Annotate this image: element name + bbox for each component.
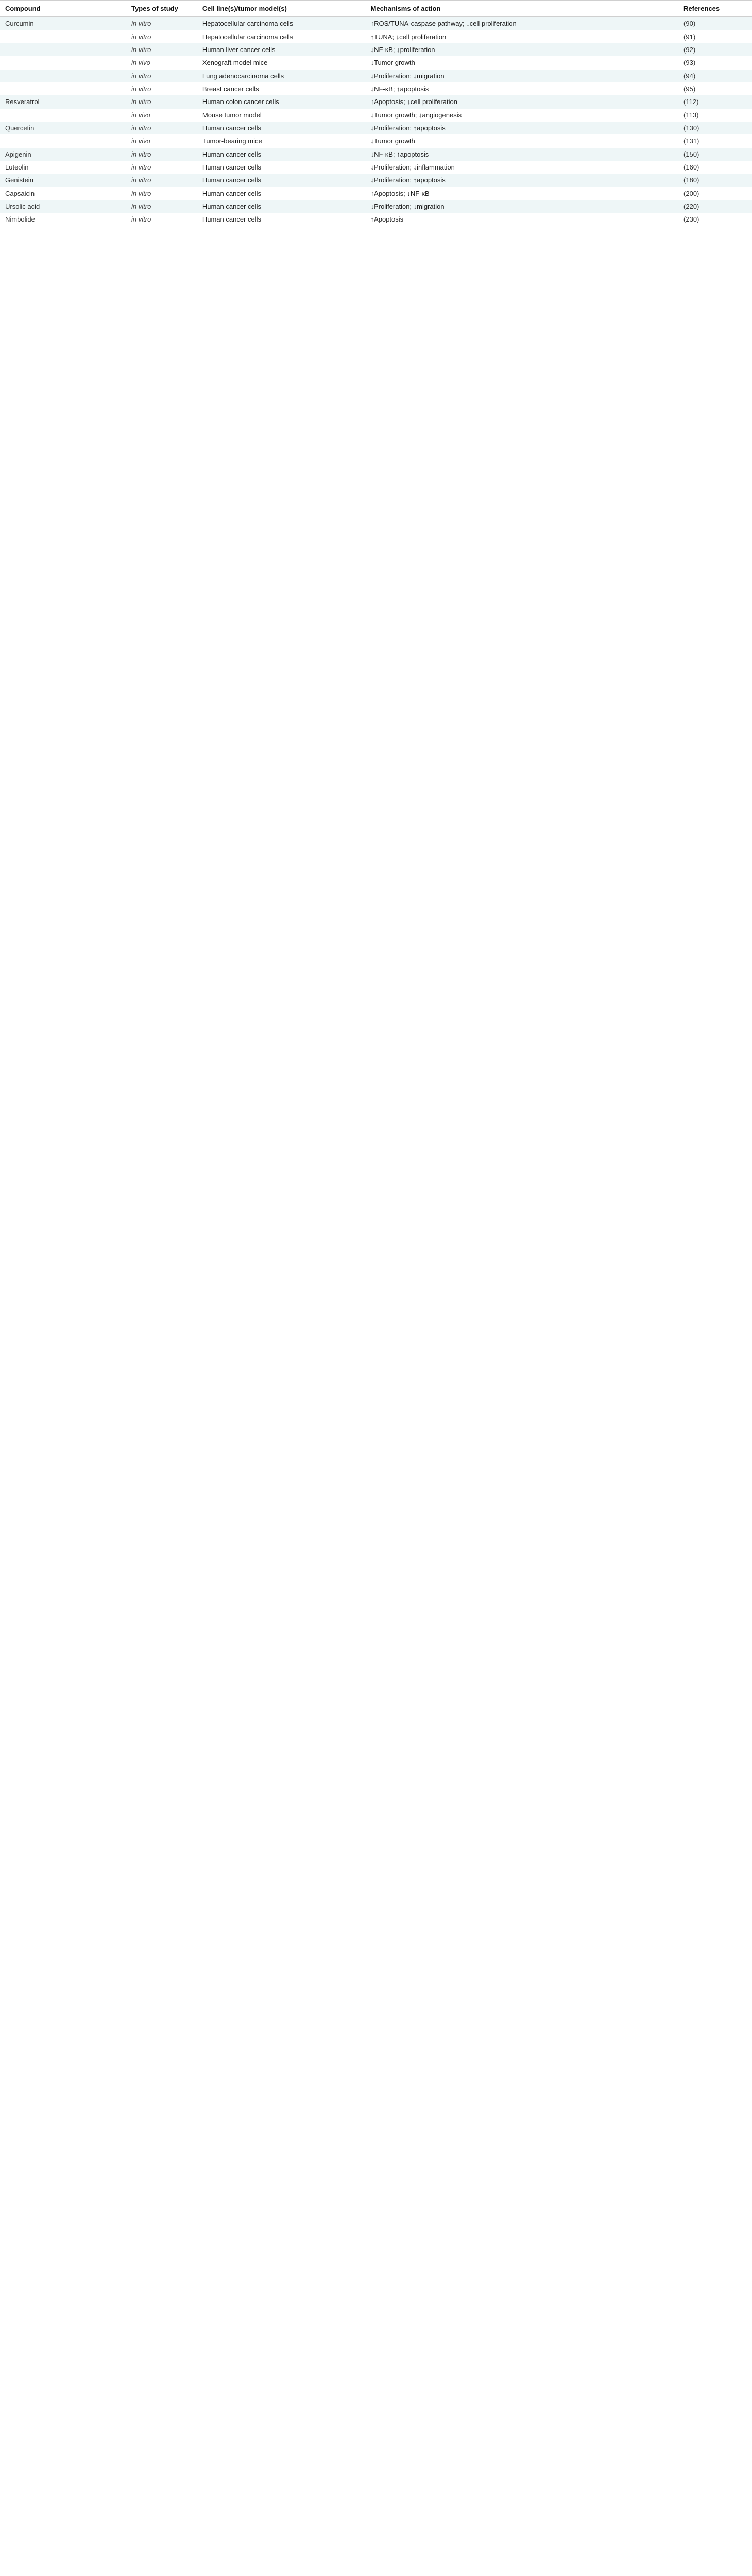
refs-cell: (92) bbox=[683, 45, 696, 54]
models-cell: Human liver cancer cells bbox=[202, 45, 276, 54]
table-row bbox=[0, 95, 752, 108]
table-row bbox=[0, 200, 752, 213]
models-cell: Human cancer cells bbox=[202, 202, 262, 210]
compound-cell: Capsaicin bbox=[5, 189, 35, 197]
compound-cell bbox=[0, 43, 126, 56]
table-row bbox=[0, 134, 752, 147]
mechanism-cell: ↓Proliferation; ↓migration bbox=[370, 202, 445, 210]
refs-cell: (200) bbox=[683, 189, 699, 197]
mechanism-cell: ↓Proliferation; ↑apoptosis bbox=[370, 176, 446, 184]
refs-cell: (150) bbox=[683, 150, 699, 158]
models-cell: Breast cancer cells bbox=[202, 84, 259, 93]
compound-cell bbox=[0, 109, 126, 122]
table-row bbox=[0, 30, 752, 43]
compound-cell: Luteolin bbox=[5, 163, 29, 171]
compound-cell bbox=[0, 82, 126, 95]
data-table bbox=[0, 0, 752, 226]
refs-cell: (95) bbox=[683, 84, 696, 93]
types-cell: in vitro bbox=[131, 189, 151, 197]
table-row bbox=[0, 70, 752, 82]
refs-cell: (90) bbox=[683, 20, 696, 28]
types-cell: in vivo bbox=[131, 59, 150, 67]
compound-cell bbox=[0, 56, 126, 69]
refs-cell: (113) bbox=[683, 111, 699, 119]
types-cell: in vitro bbox=[131, 176, 151, 184]
mechanism-cell: ↑Apoptosis; ↓cell proliferation bbox=[370, 98, 457, 106]
refs-cell: (112) bbox=[683, 98, 699, 106]
table-row bbox=[0, 174, 752, 187]
models-cell: Hepatocellular carcinoma cells bbox=[202, 32, 294, 41]
models-cell: Lung adenocarcinoma cells bbox=[202, 72, 284, 80]
compound-cell: Curcumin bbox=[5, 20, 34, 28]
table-row bbox=[0, 17, 752, 30]
models-cell: Human colon cancer cells bbox=[202, 98, 279, 106]
refs-cell: (220) bbox=[683, 202, 699, 210]
types-cell: in vitro bbox=[131, 32, 151, 41]
refs-cell: (180) bbox=[683, 176, 699, 184]
refs-cell: (130) bbox=[683, 124, 699, 132]
table-header-row bbox=[0, 1, 752, 17]
compound-cell: Apigenin bbox=[5, 150, 31, 158]
refs-cell: (93) bbox=[683, 59, 696, 67]
models-cell: Human cancer cells bbox=[202, 163, 262, 171]
header-models: Cell line(s)/tumor model(s) bbox=[197, 1, 366, 17]
header-references: References bbox=[678, 1, 752, 17]
compound-cell bbox=[0, 134, 126, 147]
types-cell: in vivo bbox=[131, 111, 150, 119]
compound-cell: Resveratrol bbox=[5, 98, 40, 106]
types-cell: in vitro bbox=[131, 20, 151, 28]
mechanism-cell: ↑ROS/TUNA-caspase pathway; ↓cell proliferation bbox=[370, 20, 517, 28]
mechanism-cell: ↑Apoptosis bbox=[370, 215, 404, 224]
compound-cell: Ursolic acid bbox=[5, 202, 40, 210]
mechanism-cell: ↓Tumor growth; ↓angiogenesis bbox=[370, 111, 462, 119]
types-cell: in vitro bbox=[131, 124, 151, 132]
types-cell: in vitro bbox=[131, 45, 151, 54]
refs-cell: (94) bbox=[683, 72, 696, 80]
models-cell: Human cancer cells bbox=[202, 124, 262, 132]
types-cell: in vitro bbox=[131, 98, 151, 106]
compound-cell bbox=[0, 70, 126, 82]
models-cell: Human cancer cells bbox=[202, 150, 262, 158]
refs-cell: (230) bbox=[683, 215, 699, 224]
mechanism-cell: ↑Apoptosis; ↓NF-κB bbox=[370, 189, 430, 197]
types-cell: in vitro bbox=[131, 72, 151, 80]
models-cell: Xenograft model mice bbox=[202, 59, 268, 67]
table-row bbox=[0, 82, 752, 95]
mechanism-cell: ↓NF-κB; ↓proliferation bbox=[370, 45, 435, 54]
refs-cell: (131) bbox=[683, 137, 699, 145]
models-cell: Human cancer cells bbox=[202, 176, 262, 184]
mechanism-cell: ↓Proliferation; ↓inflammation bbox=[370, 163, 455, 171]
mechanism-cell: ↓Proliferation; ↓migration bbox=[370, 72, 445, 80]
mechanism-cell: ↓Proliferation; ↑apoptosis bbox=[370, 124, 446, 132]
types-cell: in vitro bbox=[131, 84, 151, 93]
models-cell: Human cancer cells bbox=[202, 215, 262, 224]
models-cell: Hepatocellular carcinoma cells bbox=[202, 20, 294, 28]
types-cell: in vivo bbox=[131, 137, 150, 145]
types-cell: in vitro bbox=[131, 163, 151, 171]
table-row bbox=[0, 43, 752, 56]
header-types: Types of study bbox=[126, 1, 197, 17]
mechanism-cell: ↑TUNA; ↓cell proliferation bbox=[370, 32, 447, 41]
types-cell: in vitro bbox=[131, 215, 151, 224]
mechanism-cell: ↓NF-κB; ↑apoptosis bbox=[370, 150, 429, 158]
refs-cell: (160) bbox=[683, 163, 699, 171]
types-cell: in vitro bbox=[131, 150, 151, 158]
compound-cell: Quercetin bbox=[5, 124, 35, 132]
mechanism-cell: ↓Tumor growth bbox=[370, 137, 415, 145]
refs-cell: (91) bbox=[683, 32, 696, 41]
table-row bbox=[0, 187, 752, 200]
table-row bbox=[0, 122, 752, 134]
compound-cell: Genistein bbox=[5, 176, 33, 184]
table-header bbox=[0, 1, 752, 17]
mechanism-cell: ↓NF-κB; ↑apoptosis bbox=[370, 84, 429, 93]
models-cell: Human cancer cells bbox=[202, 189, 262, 197]
table-row bbox=[0, 161, 752, 174]
table-body bbox=[0, 17, 752, 226]
header-compound: Compound bbox=[0, 1, 126, 17]
table-row bbox=[0, 148, 752, 161]
models-cell: Mouse tumor model bbox=[202, 111, 262, 119]
mechanism-cell: ↓Tumor growth bbox=[370, 59, 415, 67]
compound-cell bbox=[0, 30, 126, 43]
table-row bbox=[0, 56, 752, 69]
models-cell: Tumor-bearing mice bbox=[202, 137, 262, 145]
table-row bbox=[0, 109, 752, 122]
table-row bbox=[0, 213, 752, 226]
compound-cell: Nimbolide bbox=[5, 215, 35, 224]
types-cell: in vitro bbox=[131, 202, 151, 210]
header-mechanism: Mechanisms of action bbox=[366, 1, 678, 17]
